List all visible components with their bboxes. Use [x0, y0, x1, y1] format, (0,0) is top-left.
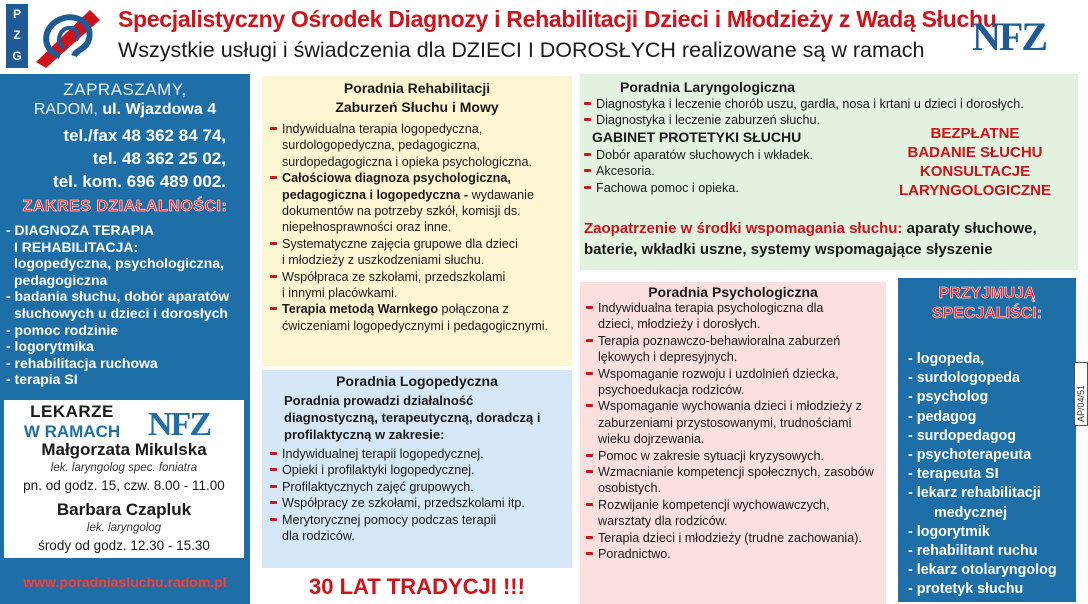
specialist-item: - surdologopeda [908, 370, 1020, 387]
list-item: Systematyczne zajęcia grupowe dla dzieci i młodzieży z uszkodzeniami słuchu. [270, 236, 566, 269]
invitation [0, 80, 250, 119]
nfz-logo [970, 14, 1074, 56]
scope-item: - badania słuchu, dobór aparatów [6, 288, 230, 305]
contact-sidebar [0, 74, 250, 604]
page-subtitle: Wszystkie usługi i świadczenia dla DZIECI I DOROSŁYCH realizowane są w ramach [118, 38, 925, 62]
phone-list [0, 124, 226, 193]
website-link[interactable]: www.poradniasluchu.radom.pl [23, 574, 227, 590]
specialist-item: - psychoterapeuta [908, 447, 1032, 464]
scope-item: słuchowych u dzieci i dorosłych [14, 304, 228, 321]
list-item: Terapia metodą Warnkego połączona z ćwiczeniami logopedycznymi i pedagogicznymi. [270, 301, 566, 334]
scope-list [6, 222, 246, 388]
list-item: Wzmacnianie kompetencji społecznych, zasobów osobistych. [586, 464, 880, 497]
specialist-item: - psycholog [908, 389, 989, 406]
scope-item: - rehabilitacja ruchowa [6, 354, 158, 371]
list-item: Terapia dzieci i młodzieży (trudne zachowania). [586, 530, 880, 546]
specialist-item: - lekarz otolaryngolog [908, 562, 1057, 579]
scope-item: - logorytmika [6, 338, 94, 355]
nfz-logo-small [146, 404, 236, 440]
specialist-item: - protetyk słuchu [908, 581, 1024, 598]
rehab-clinic-panel [262, 76, 572, 366]
list-item: Wspomaganie wychowania dzieci i młodzieży z zaburzeniami przystosowanymi, trudnościami wieku dojrzewania. [586, 398, 880, 447]
doctors-box [4, 400, 244, 558]
specialist-item: medycznej [934, 504, 1008, 521]
laryngology-title: Poradnia Laryngologiczna [620, 79, 796, 95]
laryngology-clinic-panel [580, 74, 1078, 270]
page-title: Specjalistyczny Ośrodek Diagnozy i Rehabilitacji Dzieci i Młodzieży z Wadą Słuchu [118, 6, 997, 32]
specialist-item: - logorytmik [908, 523, 990, 540]
list-item: Profilaktycznych zajęć grupowych. [270, 479, 566, 495]
rehab-list [270, 121, 566, 334]
speech-list [270, 446, 566, 544]
list-item: Współpracy ze szkołami, przedszkolami itp. [270, 495, 566, 511]
psychology-clinic-panel [580, 282, 886, 604]
doctor-hours: pn. od godz. 15, czw. 8.00 - 11.00 [23, 478, 225, 493]
list-item: Indywidualna terapia psychologiczna dla dzieci, młodzieży i dorosłych. [586, 300, 880, 333]
phone-mobile: tel. kom. 696 489 002. [53, 172, 226, 191]
list-item: Dobór aparatów słuchowych i wkładek. [584, 147, 884, 163]
list-item: Opieki i profilaktyki logopedycznej. [270, 462, 566, 478]
address [0, 101, 250, 119]
specialist-item: - rehabilitant ruchu [908, 543, 1038, 560]
list-item: Diagnostyka i leczenie zaburzeń słuchu. [584, 112, 1072, 128]
scope-item: - pomoc rodzinie [6, 321, 118, 338]
list-item: Fachowa pomoc i opieka. [584, 180, 884, 196]
header [0, 0, 1088, 72]
doctor-name: Barbara Czapluk [56, 500, 192, 519]
list-item: Pomoc w zakresie sytuacji kryzysowych. [586, 448, 880, 464]
list-item: Merytorycznej pomocy podczas terapii dla rodziców. [270, 512, 566, 545]
specialist-item: - surdopedagog [908, 427, 1017, 444]
speech-intro: Poradnia prowadzi działalność diagnostyczną, terapeutyczną, doradczą i profilaktyczną w zakresie: [284, 393, 541, 442]
address-street: ul. Wjazdowa 4 [102, 101, 217, 118]
list-item: Współpraca ze szkołami, przedszkolami i innymi placówkami. [270, 269, 566, 302]
doctor-specialty: lek. laryngolog [86, 522, 162, 534]
psychology-list [586, 300, 880, 563]
specialist-item: - terapeuta SI [908, 466, 999, 483]
scope-item: logopedyczna, psychologiczna, [14, 255, 225, 272]
specialists-heading: PRZYJMUJĄ SPECJALIŚCI: [931, 285, 1043, 322]
address-city: RADOM, [33, 101, 98, 118]
list-item: Poradnictwo. [586, 546, 880, 562]
nfz-logo-small-text: NFZ [148, 406, 210, 440]
list-item: Indywidualna terapia logopedyczna, surdologopedyczna, pedagogiczna, surdopedagogiczna i opieka psychologiczna. [270, 121, 566, 170]
scope-item: I REHABILITACJA: [14, 238, 139, 255]
nfz-logo-text: NFZ [972, 14, 1046, 56]
tradition-banner: 30 LAT TRADYCJI !!! [309, 574, 525, 599]
list-item: Indywidualnej terapii logopedycznej. [270, 446, 566, 462]
speech-title: Poradnia Logopedyczna [336, 373, 498, 389]
invite-text: ZAPRASZAMY, [63, 80, 187, 99]
scope-item: - terapia SI [6, 371, 78, 388]
rehab-title: Poradnia Rehabilitacji Zaburzeń Słuchu i Mowy [335, 80, 499, 115]
list-item: Rozwijanie kompetencji wychowawczych, warsztaty dla rodziców. [586, 497, 880, 530]
specialists-list [908, 350, 1076, 600]
doctor-specialty: lek. laryngolog spec. foniatra [50, 462, 198, 474]
list-item: Akcesoria. [584, 163, 884, 179]
hearing-aid-cabinet-title: GABINET PROTETYKI SŁUCHU [592, 128, 802, 145]
doctor-name: Małgorzata Mikulska [41, 440, 207, 459]
scope-item: - DIAGNOZA TERAPIA [6, 222, 155, 238]
phone-fax: tel./fax 48 362 84 74, [63, 126, 226, 145]
ad-code-label [1074, 362, 1088, 426]
specialist-item: - logopeda, [908, 351, 985, 367]
list-item: Diagnostyka i leczenie chorób uszu, gardła, nosa i krtani u dzieci i dorosłych. [584, 96, 1072, 112]
specialist-item: - pedagog [908, 408, 977, 425]
free-exam-notice: BEZPŁATNE BADANIE SŁUCHU KONSULTACJE LARYNGOLOGICZNE [899, 125, 1051, 199]
doctor-hours: środy od godz. 12.30 - 15.30 [38, 538, 210, 553]
speech-clinic-panel [262, 370, 572, 568]
pzg-logo-letters: P Z G [6, 4, 28, 68]
cabinet-list [584, 147, 884, 196]
phone-landline: tel. 48 362 25 02, [92, 149, 226, 168]
list-item: Terapia poznawczo-behawioralna zaburzeń lękowych i depresyjnych. [586, 333, 880, 366]
specialist-item: - lekarz rehabilitacji [908, 485, 1041, 502]
list-item: Wspomaganie rozwoju i uzdolnień dziecka, psychoedukacja rodziców. [586, 366, 880, 399]
pzg-logo [6, 4, 106, 68]
ad-code-text: AP/04/51 [1076, 384, 1086, 422]
ear-logo-icon [30, 4, 106, 68]
scope-heading: ZAKRES DZIAŁALNOŚCI: [22, 198, 228, 215]
doctors-heading: LEKARZE W RAMACH [23, 402, 121, 441]
scope-item: pedagogiczna [14, 271, 108, 288]
psychology-title: Poradnia Psychologiczna [648, 284, 818, 300]
list-item: Całościowa diagnoza psychologiczna, pedagogiczna i logopedyczna - wydawanie dokumentów na potrzeby szkół, komisji ds. niepełnosprawności oraz inne. [270, 170, 566, 236]
specialists-panel [898, 278, 1076, 602]
hearing-supplies-text: Zaopatrzenie w środki wspomagania słuchu: aparaty słuchowe, baterie, wkładki uszne, systemy wspomagające słyszenie [584, 220, 1037, 258]
